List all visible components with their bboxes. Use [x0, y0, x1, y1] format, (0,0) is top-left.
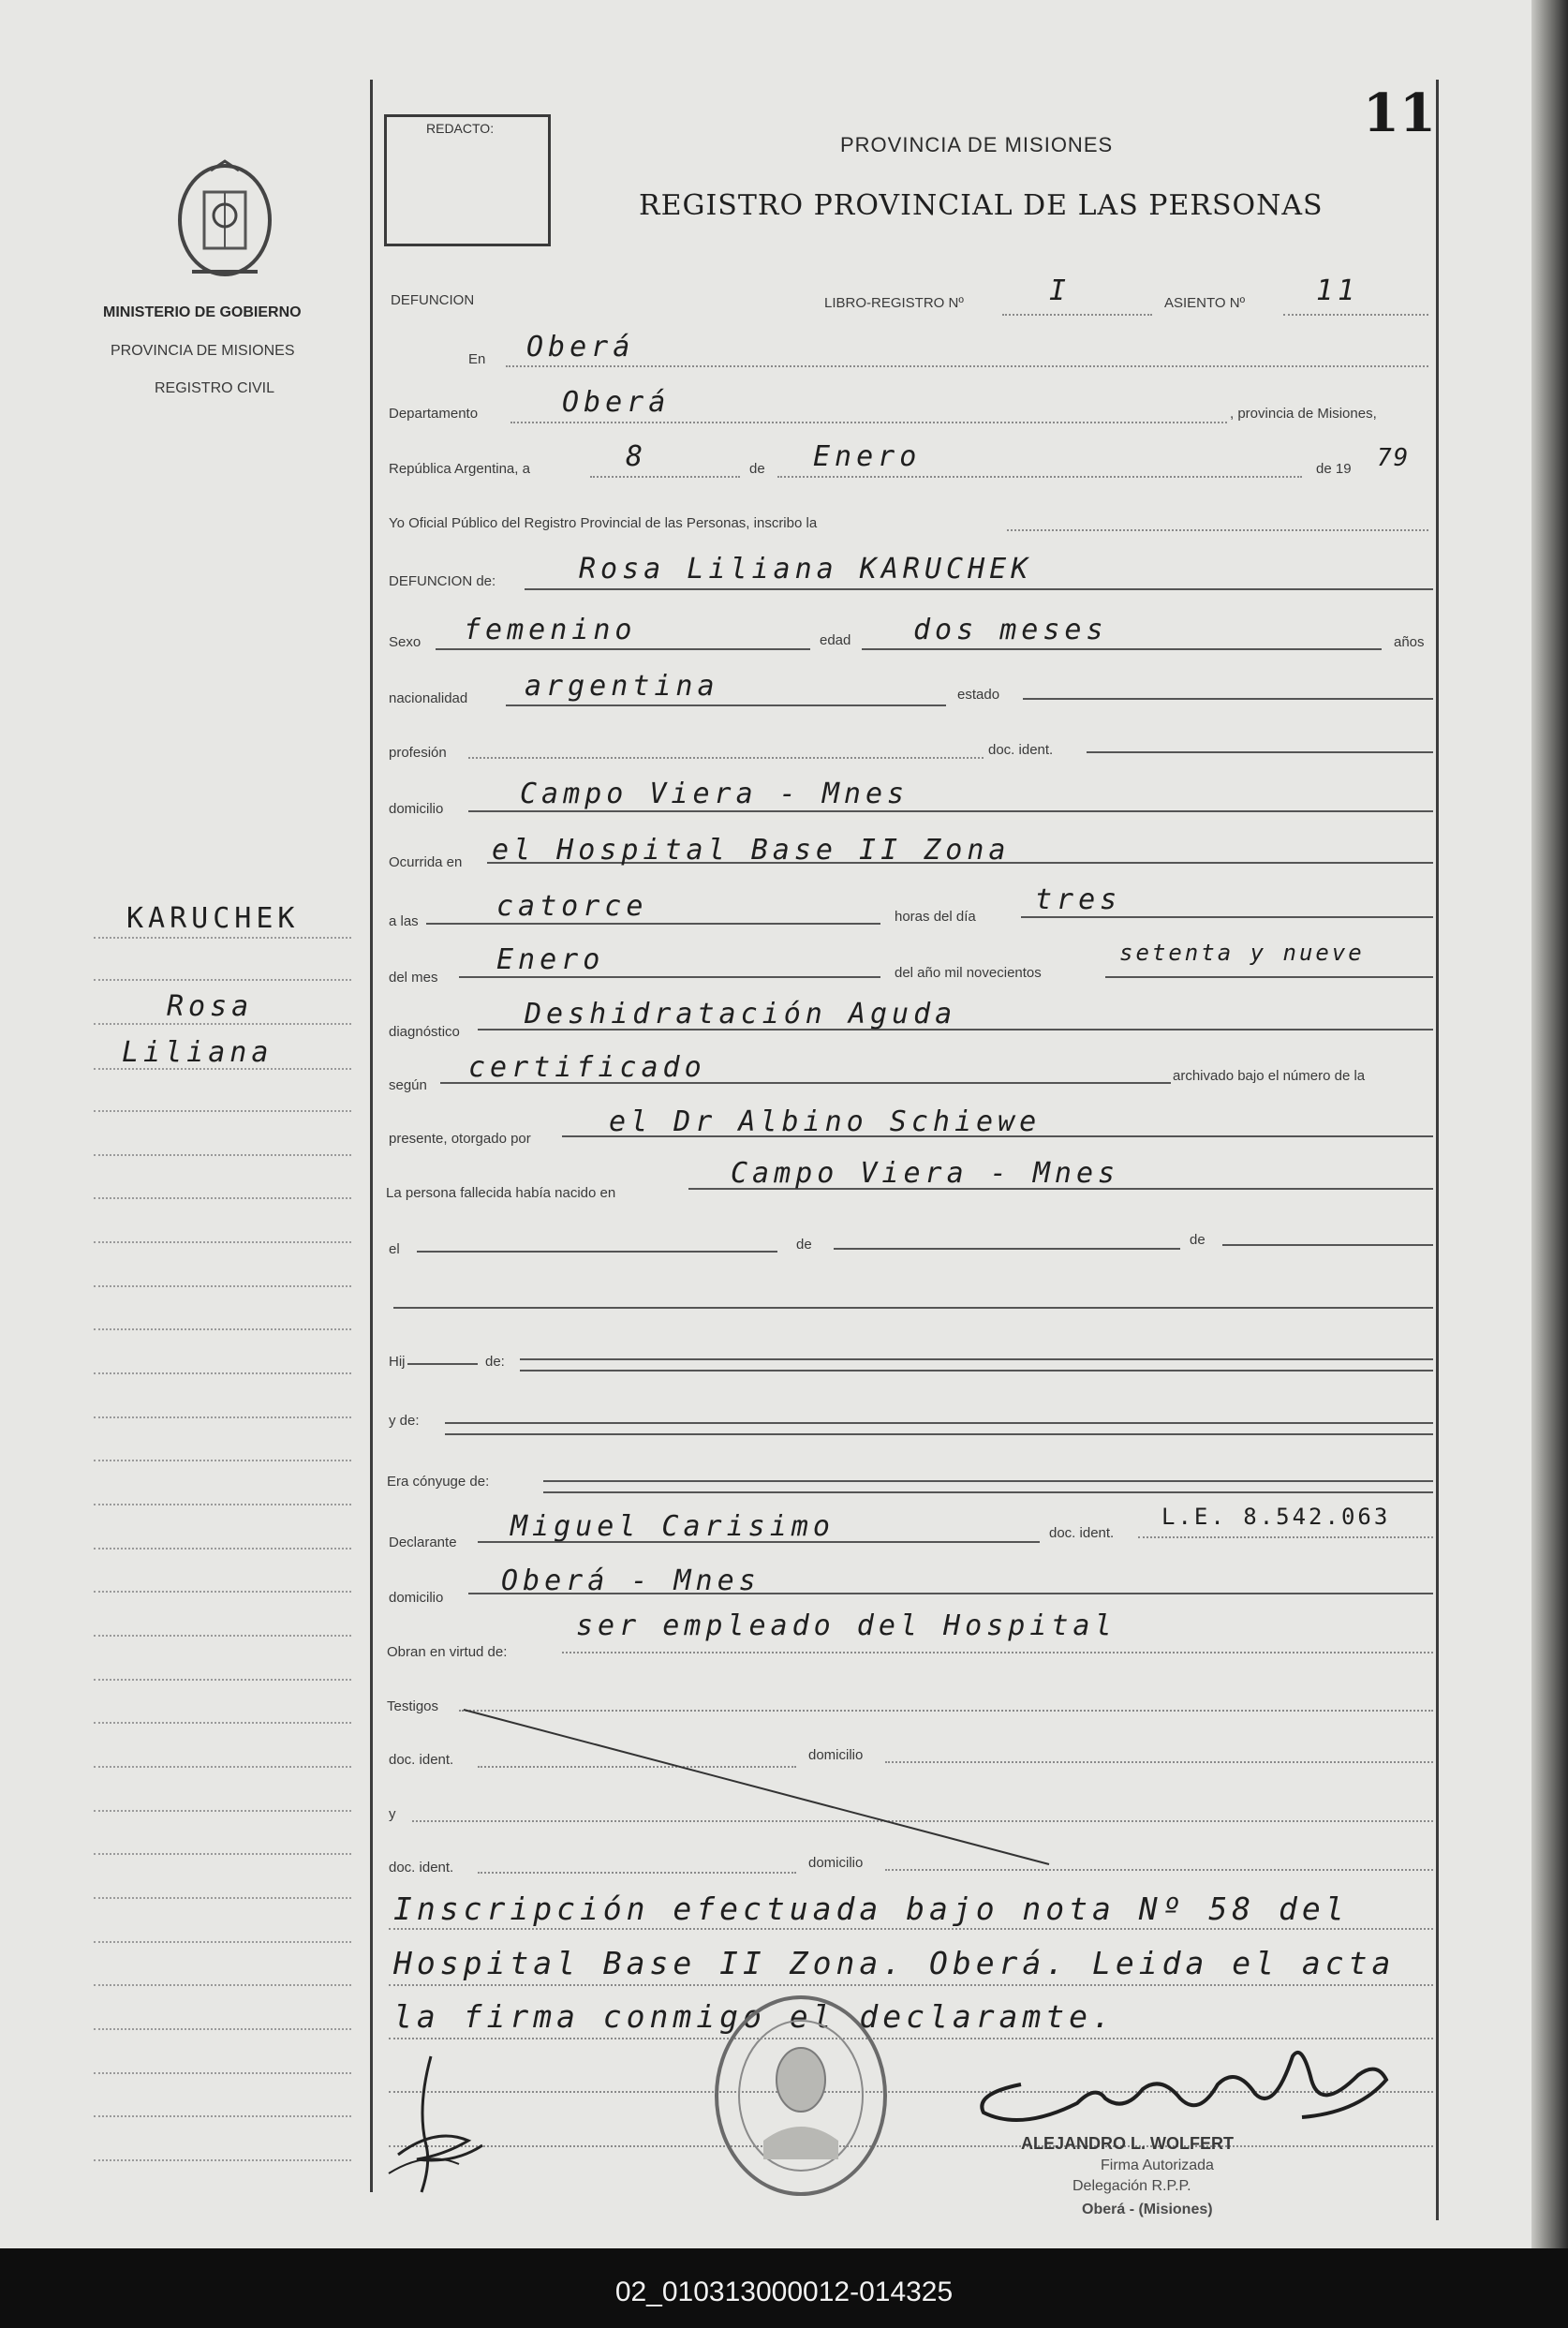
yde-line	[445, 1422, 1433, 1424]
profesion-line	[468, 757, 984, 759]
nacido-label: La persona fallecida había nacido en	[386, 1185, 616, 1201]
nacionalidad-line	[506, 704, 946, 706]
dia-value: tres	[1035, 883, 1122, 916]
profesion-label: profesión	[389, 745, 447, 761]
margin-note-surname: KARUCHEK	[126, 902, 300, 935]
edad-value: dos meses	[913, 614, 1108, 646]
libro-label: LIBRO-REGISTRO Nº	[824, 295, 964, 311]
note-line-1: Inscripción efectuada bajo nota Nº 58 del	[393, 1891, 1349, 1927]
ocurrida-label: Ocurrida en	[389, 854, 463, 870]
edad-line	[862, 648, 1382, 650]
note-rule-5	[389, 2145, 1433, 2147]
domicilio-line	[468, 810, 1433, 812]
departamento-line	[510, 422, 1227, 423]
horas-label: horas del día	[895, 909, 976, 925]
alas-value: catorce	[496, 890, 648, 923]
redacto-label: REDACTO:	[426, 121, 495, 136]
sexo-line	[436, 648, 810, 650]
departamento-label: Departamento	[389, 406, 479, 422]
blank-line	[393, 1307, 1433, 1309]
declarante-label: Declarante	[389, 1535, 457, 1550]
ano-label: del año mil novecientos	[895, 965, 1042, 981]
ministry-label: MINISTERIO DE GOBIERNO	[103, 304, 302, 320]
declarante-doc-line	[1138, 1536, 1433, 1538]
de3-line	[1222, 1244, 1433, 1246]
defuncion-de-line	[525, 588, 1433, 590]
sexo-label: Sexo	[389, 634, 422, 650]
segun-label: según	[389, 1077, 427, 1093]
obran-value: ser empleado del Hospital	[576, 1609, 1117, 1642]
year-value: 79	[1377, 444, 1411, 472]
nacionalidad-value: argentina	[525, 670, 719, 703]
testigo2-domicilio-label: domicilio	[808, 1855, 864, 1871]
declarante-doc-label: doc. ident.	[1049, 1525, 1115, 1541]
month-line	[777, 476, 1302, 478]
note-line-3: la firma conmigo el declaramte.	[393, 1998, 1116, 2035]
note-rule-2	[389, 1984, 1433, 1986]
yde-label: y de:	[389, 1413, 420, 1429]
edad-label: edad	[820, 632, 851, 648]
estado-label: estado	[957, 687, 1000, 703]
ano-line	[1105, 976, 1433, 978]
hij-de-label: de:	[485, 1354, 505, 1370]
decl-domicilio-value: Oberá - Mnes	[501, 1564, 761, 1597]
header-province: PROVINCIA DE MISIONES	[840, 133, 1114, 156]
diagnostico-label: diagnóstico	[389, 1024, 460, 1040]
estado-line	[1023, 698, 1433, 700]
de3-label: de	[1190, 1232, 1206, 1248]
day-value: 8	[626, 440, 648, 473]
redacto-box	[384, 114, 551, 246]
departamento-value: Oberá	[562, 386, 671, 419]
margin-note-first-name: Rosa	[167, 990, 254, 1023]
libro-value: I	[1049, 274, 1072, 307]
obran-label: Obran en virtud de:	[387, 1644, 508, 1660]
asiento-line	[1283, 314, 1428, 316]
doc-ident-label: doc. ident.	[988, 742, 1054, 758]
declarant-signature	[379, 2052, 501, 2202]
oficial-text: Yo Oficial Público del Registro Provincial de las Personas, inscribo la	[389, 515, 818, 531]
hij-label: Hij	[389, 1354, 406, 1370]
declarante-doc-value: L.E. 8.542.063	[1161, 1504, 1391, 1530]
coat-of-arms-emblem	[169, 159, 281, 286]
official-seal	[707, 1991, 895, 2202]
libro-line	[1002, 314, 1152, 316]
testigo-doc-label: doc. ident.	[389, 1752, 454, 1768]
obran-line	[562, 1652, 1433, 1653]
en-value: Oberá	[526, 331, 635, 363]
testigos-label: Testigos	[387, 1698, 439, 1714]
provincia-label: , provincia de Misiones,	[1230, 406, 1377, 422]
el-line	[417, 1251, 777, 1253]
diagnostico-value: Deshidratación Aguda	[525, 998, 957, 1031]
oficial-line	[1007, 529, 1428, 531]
domicilio-value: Campo Viera - Mnes	[520, 778, 910, 810]
defuncion-de-label: DEFUNCION de:	[389, 573, 496, 589]
testigo2-doc-label: doc. ident.	[389, 1860, 454, 1876]
nacionalidad-label: nacionalidad	[389, 690, 468, 706]
archivado-label: archivado bajo el número de la	[1173, 1068, 1366, 1084]
day-line	[590, 476, 740, 478]
signatory-name: ALEJANDRO L. WOLFERT	[1021, 2134, 1234, 2153]
republica-label: República Argentina, a	[389, 461, 530, 477]
mes-line	[459, 976, 880, 978]
registry-label: REGISTRO CIVIL	[155, 380, 275, 396]
header-title: REGISTRO PROVINCIAL DE LAS PERSONAS	[639, 189, 1324, 222]
right-margin-rule	[1436, 80, 1439, 2220]
asiento-value: 11	[1316, 274, 1360, 307]
record-type-label: DEFUNCION	[391, 292, 475, 308]
mes-value: Enero	[496, 943, 605, 976]
de2-line	[834, 1248, 1180, 1250]
de2-label: de	[796, 1237, 812, 1253]
asiento-label: ASIENTO Nº	[1164, 295, 1246, 311]
left-margin-rule	[370, 80, 373, 2192]
y-label: y	[389, 1806, 396, 1822]
mes-label: del mes	[389, 970, 438, 986]
page-edge-shadow	[1531, 0, 1568, 2248]
conyuge-line	[543, 1480, 1433, 1482]
el-label: el	[389, 1241, 400, 1257]
conyuge-label: Era cónyuge de:	[387, 1474, 490, 1490]
page-number: 11	[1363, 82, 1436, 144]
note-line-2: Hospital Base II Zona. Oberá. Leida el acta	[393, 1945, 1396, 1981]
testigos-strike-line	[459, 1705, 1058, 1874]
defuncion-de-value: Rosa Liliana KARUCHEK	[579, 553, 1033, 586]
note-rule-1	[389, 1928, 1433, 1930]
date-de-label: de	[749, 461, 765, 477]
sexo-value: femenino	[464, 614, 637, 646]
presente-label: presente, otorgado por	[389, 1131, 531, 1147]
hij-de-line-2	[520, 1370, 1433, 1372]
ocurrida-value: el Hospital Base II Zona	[492, 834, 1011, 867]
ano-value: setenta y nueve	[1119, 940, 1365, 966]
signatory-line-2: Delegación R.P.P.	[1072, 2178, 1191, 2194]
presente-value: el Dr Albino Schiewe	[609, 1105, 1042, 1138]
hij-suffix-line	[407, 1363, 478, 1365]
signatory-line-3: Oberá - (Misiones)	[1082, 2202, 1213, 2217]
declarante-value: Miguel Carisimo	[510, 1510, 835, 1543]
anos-label: años	[1394, 634, 1425, 650]
alas-label: a las	[389, 913, 419, 929]
en-label: En	[468, 351, 486, 367]
nacido-value: Campo Viera - Mnes	[731, 1157, 1120, 1190]
conyuge-line-2	[543, 1491, 1433, 1493]
year-label: de 19	[1316, 461, 1352, 477]
domicilio-label: domicilio	[389, 801, 444, 817]
alas-line	[426, 923, 880, 925]
signatory-line-1: Firma Autorizada	[1101, 2157, 1214, 2173]
official-signature	[965, 2038, 1396, 2141]
yde-line-2	[445, 1433, 1433, 1435]
province-label: PROVINCIA DE MISIONES	[111, 343, 295, 359]
testigo-domicilio-label: domicilio	[808, 1747, 864, 1763]
decl-domicilio-label: domicilio	[389, 1590, 444, 1606]
footer-id: 02_010313000012-014325	[614, 2276, 954, 2307]
margin-note-middle-name: Liliana	[122, 1036, 274, 1069]
segun-value: certificado	[468, 1051, 706, 1084]
month-value: Enero	[813, 440, 922, 473]
doc-ident-line	[1087, 751, 1433, 753]
hij-de-line	[520, 1358, 1433, 1360]
en-line	[506, 365, 1428, 367]
dia-line	[1021, 916, 1433, 918]
